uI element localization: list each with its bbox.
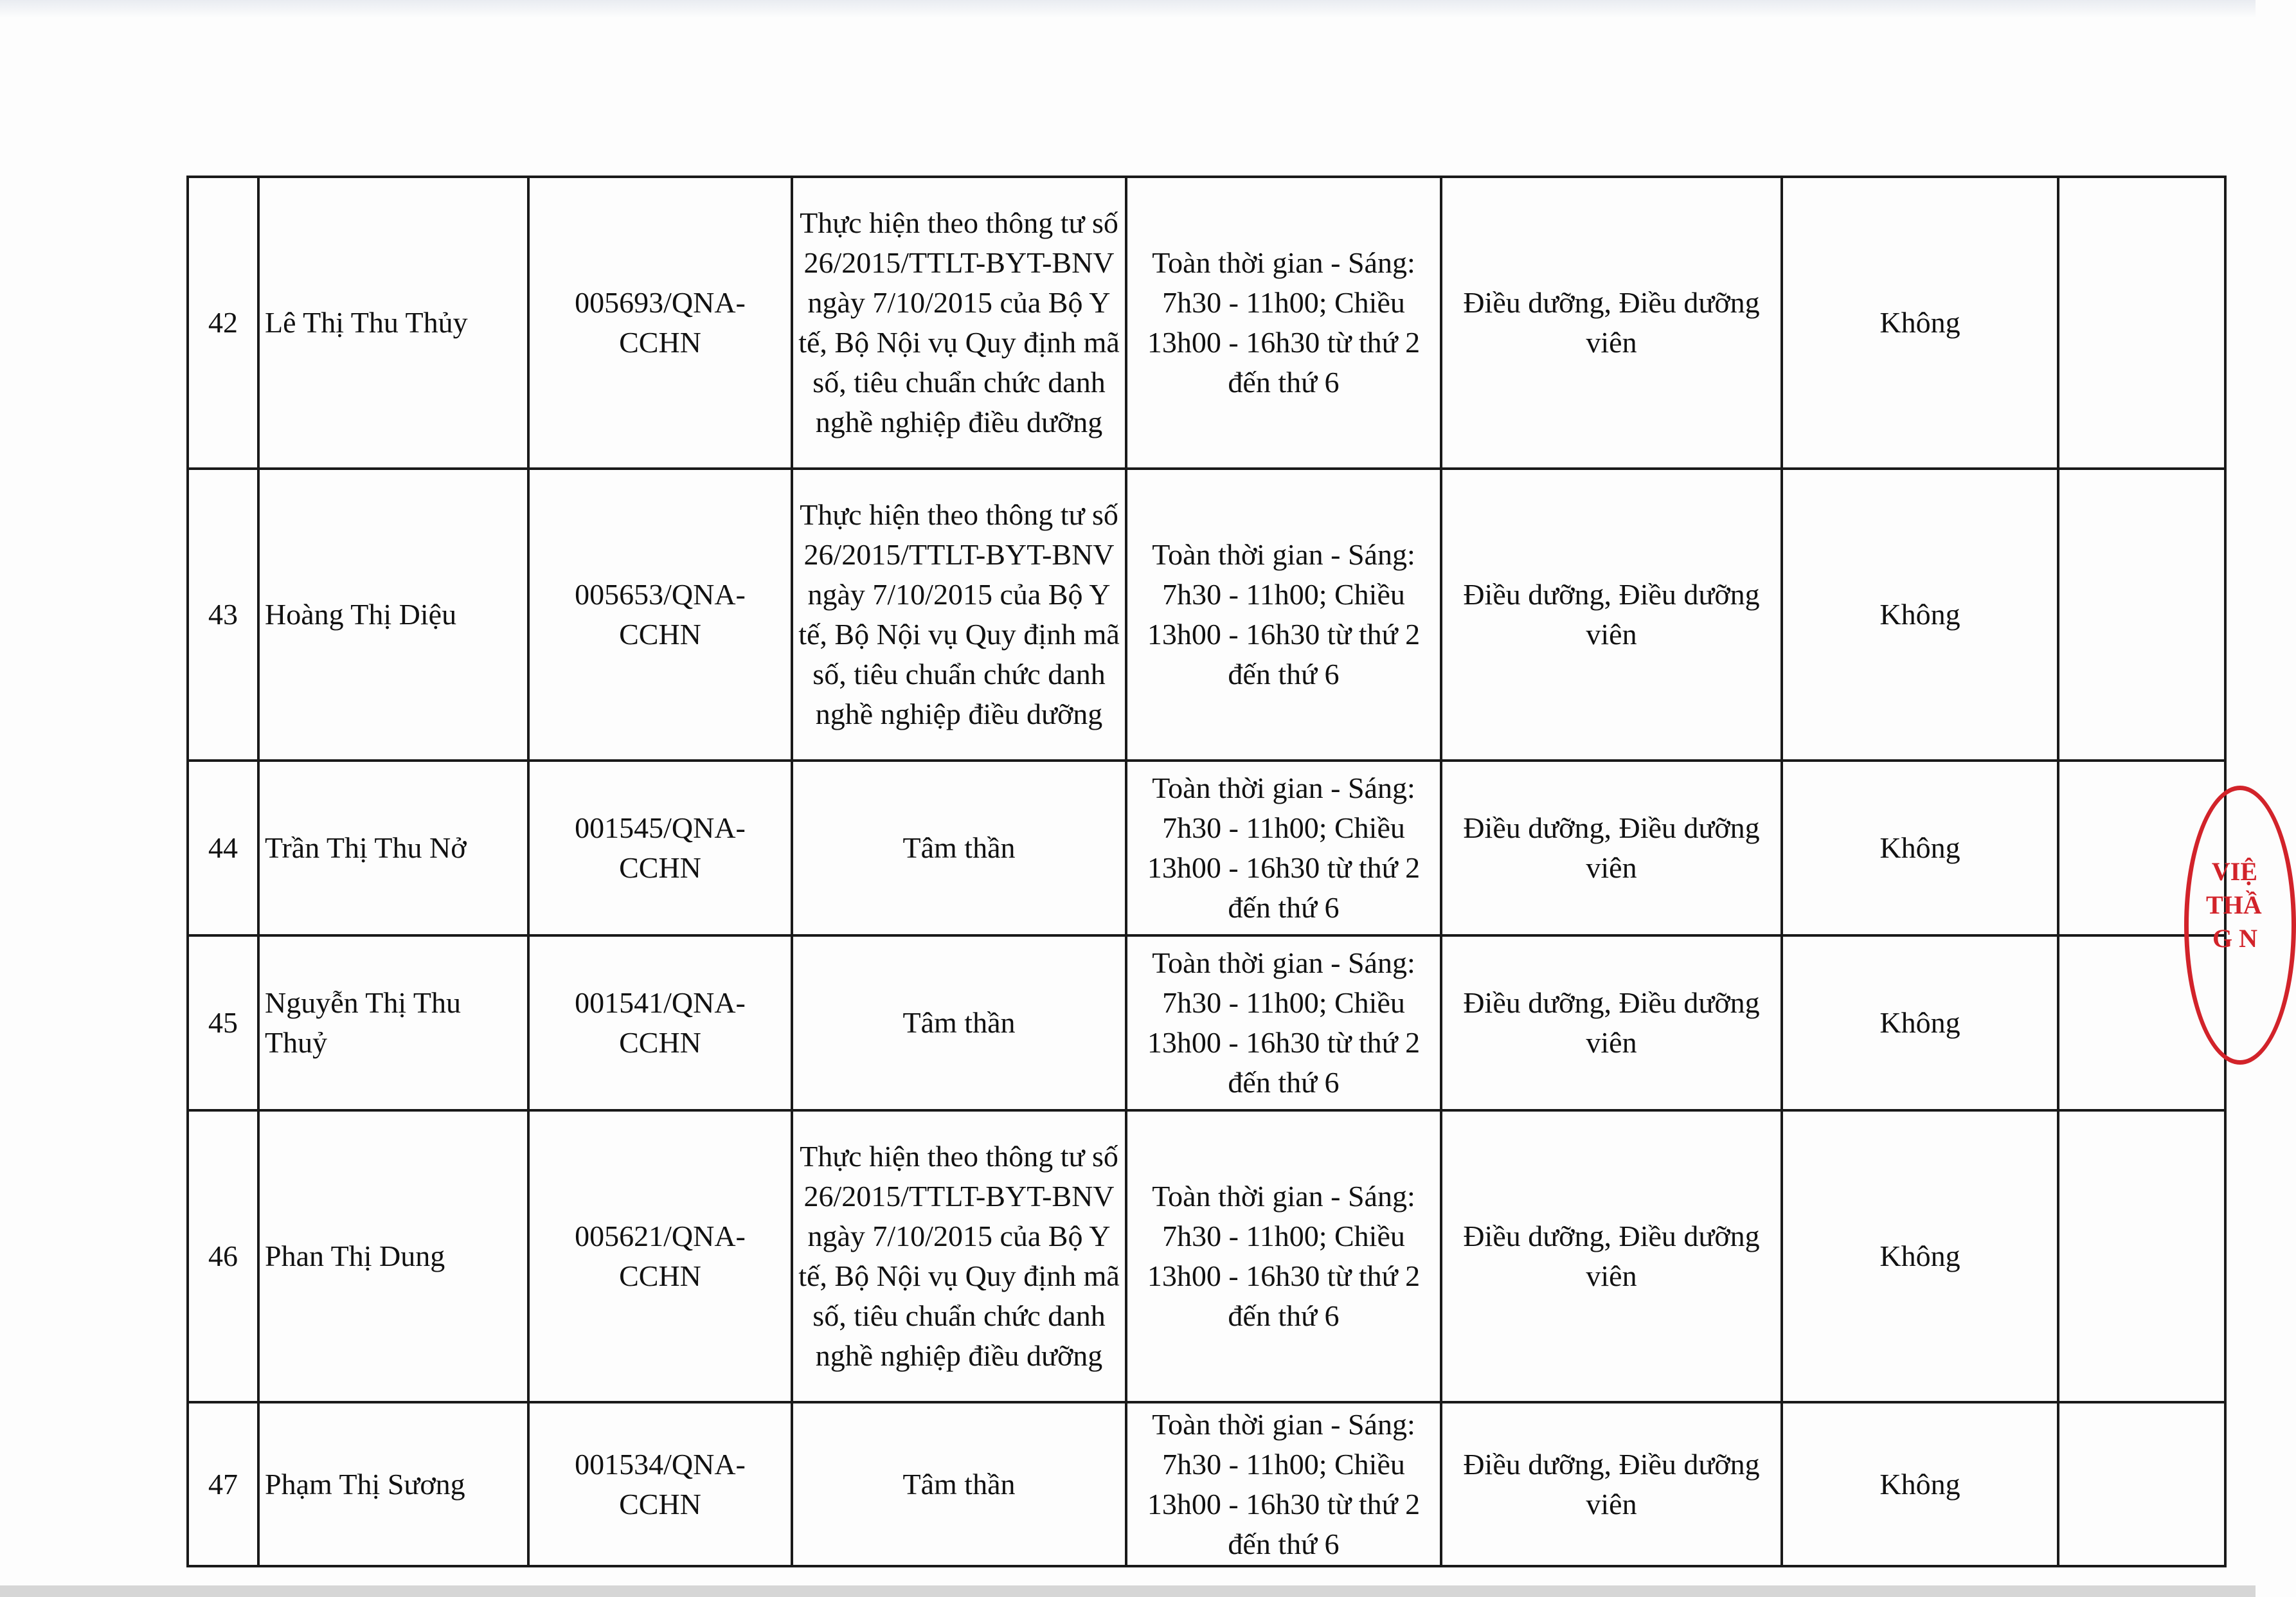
note [2058,1402,2225,1566]
practice-scope: Thực hiện theo thông tư số 26/2015/TTLT-BYT-BNV ngày 7/10/2015 của Bộ Y tế, Bộ Nội vụ Quy định mã số, tiêu chuẩn chức danh nghề nghiệp điều dưỡng [792,1110,1126,1402]
working-time: Toàn thời gian - Sáng: 7h30 - 11h00; Chiều 13h00 - 16h30 từ thứ 2 đến thứ 6 [1126,761,1441,935]
seal-text-line: THẦ [2206,890,2262,919]
table-row [188,177,2225,469]
staff-table [186,176,2227,1567]
extra-registration: Không [1782,935,2058,1110]
position: Điều dưỡng, Điều dưỡng viên [1441,469,1782,761]
certificate-number: 005653/QNA-CCHN [528,469,792,761]
position: Điều dưỡng, Điều dưỡng viên [1441,1110,1782,1402]
practice-scope: Tâm thần [792,935,1126,1110]
table-row [188,1402,2225,1566]
practice-scope: Thực hiện theo thông tư số 26/2015/TTLT-BYT-BNV ngày 7/10/2015 của Bộ Y tế, Bộ Nội vụ Quy định mã số, tiêu chuẩn chức danh nghề nghiệp điều dưỡng [792,469,1126,761]
staff-name: Phan Thị Dung [258,1110,528,1402]
staff-name: Trần Thị Thu Nở [258,761,528,935]
working-time: Toàn thời gian - Sáng: 7h30 - 11h00; Chiều 13h00 - 16h30 từ thứ 2 đến thứ 6 [1126,1402,1441,1566]
row-number: 44 [188,761,258,935]
table-row [188,935,2225,1110]
scan-bottom-shadow [0,1585,2256,1597]
row-number: 46 [188,1110,258,1402]
working-time: Toàn thời gian - Sáng: 7h30 - 11h00; Chiều 13h00 - 16h30 từ thứ 2 đến thứ 6 [1126,469,1441,761]
staff-name: Nguyễn Thị Thu Thuỷ [258,935,528,1110]
staff-name: Phạm Thị Sương [258,1402,528,1566]
position: Điều dưỡng, Điều dưỡng viên [1441,1402,1782,1566]
note [2058,177,2225,469]
working-time: Toàn thời gian - Sáng: 7h30 - 11h00; Chiều 13h00 - 16h30 từ thứ 2 đến thứ 6 [1126,1110,1441,1402]
note [2058,469,2225,761]
certificate-number: 005621/QNA-CCHN [528,1110,792,1402]
certificate-number: 001545/QNA-CCHN [528,761,792,935]
staff-name: Lê Thị Thu Thủy [258,177,528,469]
certificate-number: 001541/QNA-CCHN [528,935,792,1110]
extra-registration: Không [1782,761,2058,935]
practice-scope: Tâm thần [792,761,1126,935]
seal-text-line: G N [2212,924,2257,953]
extra-registration: Không [1782,469,2058,761]
row-number: 45 [188,935,258,1110]
working-time: Toàn thời gian - Sáng: 7h30 - 11h00; Chiều 13h00 - 16h30 từ thứ 2 đến thứ 6 [1126,935,1441,1110]
position: Điều dưỡng, Điều dưỡng viên [1441,177,1782,469]
extra-registration: Không [1782,1110,2058,1402]
note [2058,1110,2225,1402]
row-number: 47 [188,1402,258,1566]
certificate-number: 001534/QNA-CCHN [528,1402,792,1566]
practice-scope: Thực hiện theo thông tư số 26/2015/TTLT-BYT-BNV ngày 7/10/2015 của Bộ Y tế, Bộ Nội vụ Quy định mã số, tiêu chuẩn chức danh nghề nghiệp điều dưỡng [792,177,1126,469]
extra-registration: Không [1782,177,2058,469]
working-time: Toàn thời gian - Sáng: 7h30 - 11h00; Chiều 13h00 - 16h30 từ thứ 2 đến thứ 6 [1126,177,1441,469]
staff-name: Hoàng Thị Diệu [258,469,528,761]
row-number: 42 [188,177,258,469]
extra-registration: Không [1782,1402,2058,1566]
position: Điều dưỡng, Điều dưỡng viên [1441,935,1782,1110]
scan-top-shadow [0,0,2256,18]
seal-text-line: VIỆ [2211,857,2257,886]
practice-scope: Tâm thần [792,1402,1126,1566]
table-row [188,469,2225,761]
table-row [188,1110,2225,1402]
position: Điều dưỡng, Điều dưỡng viên [1441,761,1782,935]
table-row [188,761,2225,935]
certificate-number: 005693/QNA-CCHN [528,177,792,469]
seal-text [2206,855,2262,955]
row-number: 43 [188,469,258,761]
